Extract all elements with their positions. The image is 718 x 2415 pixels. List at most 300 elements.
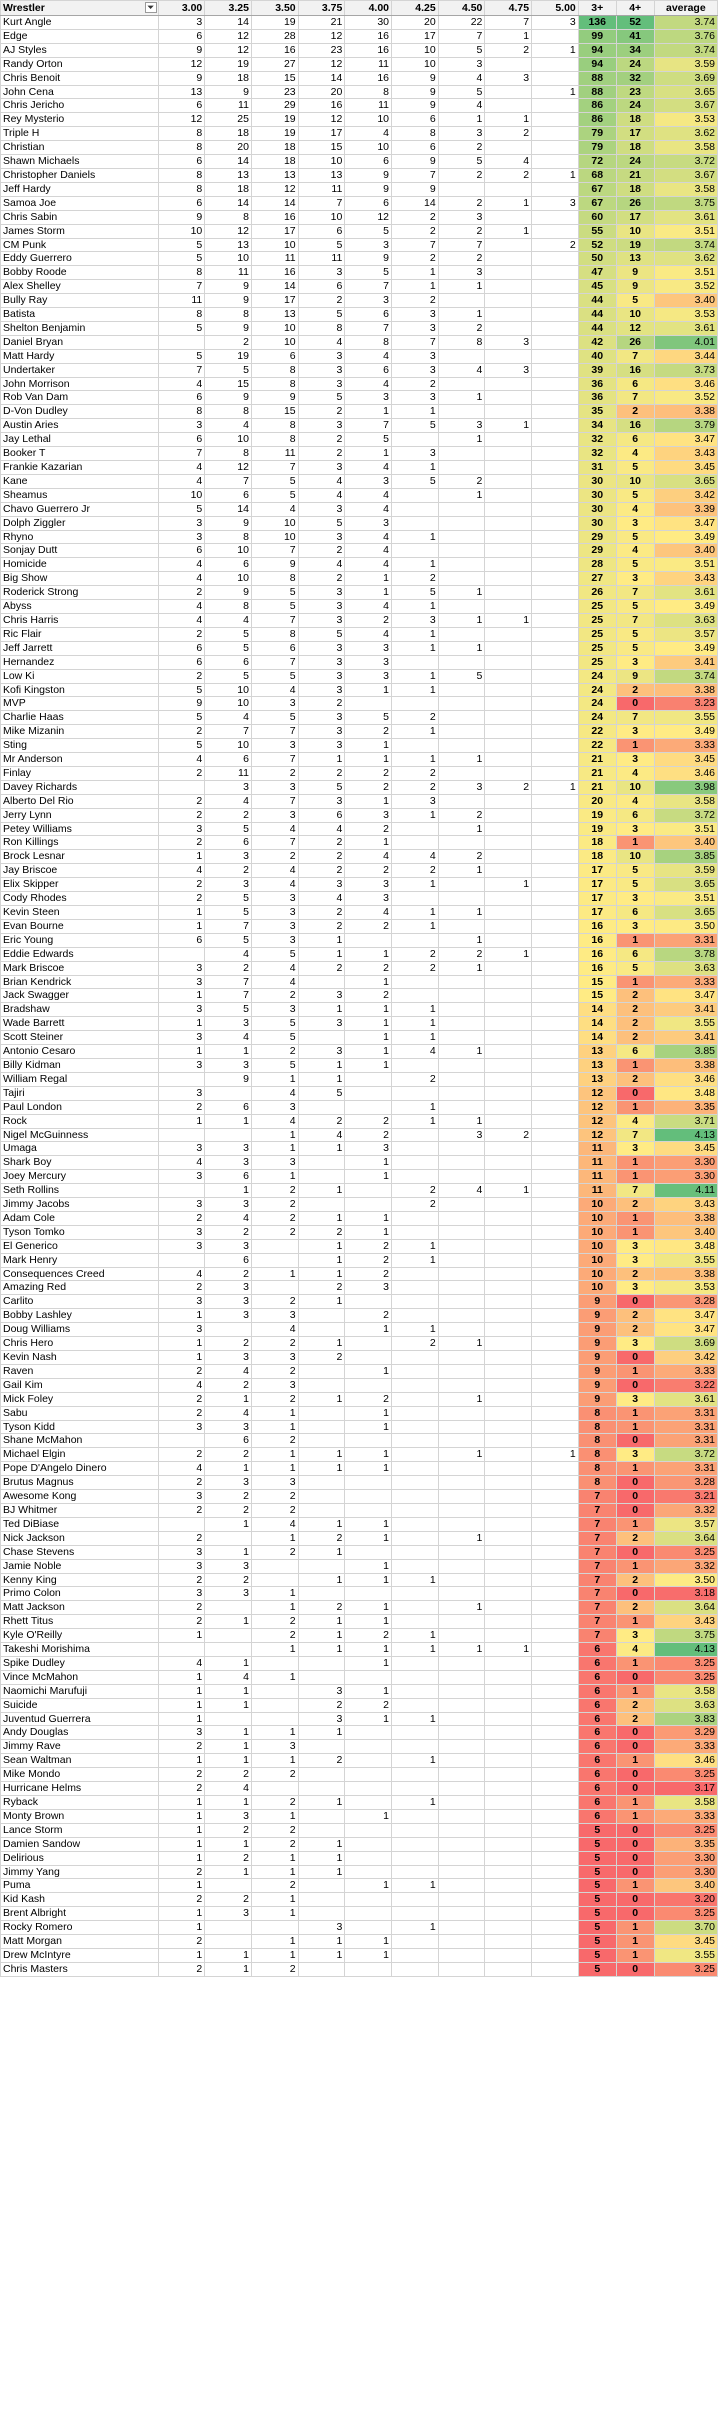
wrestler-cell[interactable]: Ted DiBiase	[1, 1517, 159, 1531]
count-4-75-cell[interactable]	[485, 739, 532, 753]
count-3-75-cell[interactable]: 8	[298, 321, 345, 335]
count-3-75-cell[interactable]	[298, 1170, 345, 1184]
count-4-00-cell[interactable]: 1	[345, 1211, 392, 1225]
count-4-75-cell[interactable]	[485, 1114, 532, 1128]
count-4-75-cell[interactable]	[485, 349, 532, 363]
average-cell[interactable]: 3.35	[654, 1837, 717, 1851]
count-4-00-cell[interactable]: 4	[345, 850, 392, 864]
count-4-75-cell[interactable]	[485, 1809, 532, 1823]
count-4-25-cell[interactable]: 3	[392, 794, 439, 808]
count-3-plus-cell[interactable]: 10	[578, 1267, 616, 1281]
count-4-50-cell[interactable]: 8	[438, 335, 485, 349]
count-4-50-cell[interactable]	[438, 1490, 485, 1504]
count-4-00-cell[interactable]: 1	[345, 1364, 392, 1378]
wrestler-cell[interactable]: Consequences Creed	[1, 1267, 159, 1281]
count-5-00-cell[interactable]	[532, 1017, 579, 1031]
count-3-plus-cell[interactable]: 55	[578, 224, 616, 238]
count-3-50-cell[interactable]: 4	[251, 502, 298, 516]
count-4-50-cell[interactable]	[438, 1754, 485, 1768]
count-4-50-cell[interactable]	[438, 1740, 485, 1754]
count-3-25-cell[interactable]	[205, 1601, 252, 1615]
count-5-00-cell[interactable]	[532, 1837, 579, 1851]
count-5-00-cell[interactable]	[532, 1323, 579, 1337]
count-4-00-cell[interactable]: 1	[345, 836, 392, 850]
count-3-00-cell[interactable]: 4	[158, 1656, 205, 1670]
count-4-plus-cell[interactable]: 0	[616, 1823, 654, 1837]
count-4-75-cell[interactable]	[485, 1754, 532, 1768]
count-5-00-cell[interactable]	[532, 1754, 579, 1768]
average-cell[interactable]: 3.38	[654, 1058, 717, 1072]
count-3-50-cell[interactable]: 19	[251, 16, 298, 30]
wrestler-cell[interactable]: Rhyno	[1, 530, 159, 544]
count-3-50-cell[interactable]	[251, 1281, 298, 1295]
count-3-00-cell[interactable]: 1	[158, 1879, 205, 1893]
count-5-00-cell[interactable]	[532, 794, 579, 808]
count-3-00-cell[interactable]: 1	[158, 1309, 205, 1323]
average-cell[interactable]: 3.25	[654, 1962, 717, 1976]
count-3-25-cell[interactable]: 2	[205, 1490, 252, 1504]
wrestler-cell[interactable]: Awesome Kong	[1, 1490, 159, 1504]
header-cell-3-00[interactable]: 3.00	[158, 1, 205, 16]
count-3-75-cell[interactable]: 1	[298, 1267, 345, 1281]
count-4-plus-cell[interactable]: 6	[616, 1045, 654, 1059]
count-4-plus-cell[interactable]: 18	[616, 113, 654, 127]
count-3-00-cell[interactable]: 3	[158, 1239, 205, 1253]
count-4-25-cell[interactable]	[392, 516, 439, 530]
count-5-00-cell[interactable]	[532, 1615, 579, 1629]
count-3-plus-cell[interactable]: 27	[578, 572, 616, 586]
count-3-25-cell[interactable]: 2	[205, 1768, 252, 1782]
count-3-plus-cell[interactable]: 24	[578, 711, 616, 725]
count-4-00-cell[interactable]	[345, 1962, 392, 1976]
count-4-25-cell[interactable]: 1	[392, 530, 439, 544]
count-4-75-cell[interactable]: 2	[485, 43, 532, 57]
count-3-25-cell[interactable]: 14	[205, 502, 252, 516]
count-3-75-cell[interactable]	[298, 1309, 345, 1323]
count-3-25-cell[interactable]: 2	[205, 864, 252, 878]
average-cell[interactable]: 3.72	[654, 808, 717, 822]
count-4-00-cell[interactable]: 3	[345, 391, 392, 405]
count-3-plus-cell[interactable]: 22	[578, 739, 616, 753]
count-3-00-cell[interactable]: 6	[158, 655, 205, 669]
average-cell[interactable]: 3.25	[654, 1670, 717, 1684]
count-3-25-cell[interactable]: 1	[205, 1754, 252, 1768]
count-4-00-cell[interactable]: 2	[345, 613, 392, 627]
count-3-00-cell[interactable]: 6	[158, 99, 205, 113]
count-3-25-cell[interactable]: 4	[205, 613, 252, 627]
average-cell[interactable]: 3.73	[654, 363, 717, 377]
wrestler-cell[interactable]: Sean Waltman	[1, 1754, 159, 1768]
count-3-plus-cell[interactable]: 25	[578, 600, 616, 614]
count-3-75-cell[interactable]: 3	[298, 530, 345, 544]
wrestler-cell[interactable]: Umaga	[1, 1142, 159, 1156]
count-4-25-cell[interactable]	[392, 1142, 439, 1156]
wrestler-cell[interactable]: Brian Kendrick	[1, 975, 159, 989]
count-3-75-cell[interactable]: 2	[298, 433, 345, 447]
count-3-00-cell[interactable]: 4	[158, 600, 205, 614]
sort-filter-icon[interactable]: ⏷	[145, 2, 157, 13]
count-3-00-cell[interactable]: 7	[158, 280, 205, 294]
count-4-plus-cell[interactable]: 3	[616, 725, 654, 739]
count-4-75-cell[interactable]	[485, 85, 532, 99]
count-5-00-cell[interactable]	[532, 892, 579, 906]
count-4-75-cell[interactable]	[485, 1476, 532, 1490]
count-3-50-cell[interactable]: 18	[251, 141, 298, 155]
wrestler-cell[interactable]: Bradshaw	[1, 1003, 159, 1017]
count-4-50-cell[interactable]	[438, 1434, 485, 1448]
count-4-plus-cell[interactable]: 1	[616, 1211, 654, 1225]
count-4-00-cell[interactable]: 2	[345, 766, 392, 780]
wrestler-cell[interactable]: Daniel Bryan	[1, 335, 159, 349]
count-4-00-cell[interactable]: 1	[345, 739, 392, 753]
count-5-00-cell[interactable]	[532, 725, 579, 739]
count-4-00-cell[interactable]: 3	[345, 1142, 392, 1156]
wrestler-cell[interactable]: Chris Sabin	[1, 210, 159, 224]
count-4-25-cell[interactable]	[392, 697, 439, 711]
count-3-50-cell[interactable]: 4	[251, 1517, 298, 1531]
count-4-25-cell[interactable]: 7	[392, 335, 439, 349]
count-4-50-cell[interactable]: 3	[438, 780, 485, 794]
count-5-00-cell[interactable]	[532, 1517, 579, 1531]
count-3-50-cell[interactable]: 1	[251, 1267, 298, 1281]
count-4-50-cell[interactable]: 1	[438, 308, 485, 322]
average-cell[interactable]: 3.72	[654, 1448, 717, 1462]
count-3-00-cell[interactable]: 2	[158, 1573, 205, 1587]
count-4-50-cell[interactable]	[438, 544, 485, 558]
count-4-25-cell[interactable]: 2	[392, 572, 439, 586]
count-3-50-cell[interactable]: 7	[251, 613, 298, 627]
count-4-25-cell[interactable]: 1	[392, 1253, 439, 1267]
average-cell[interactable]: 3.67	[654, 168, 717, 182]
count-3-25-cell[interactable]: 5	[205, 363, 252, 377]
count-5-00-cell[interactable]	[532, 1962, 579, 1976]
count-5-00-cell[interactable]	[532, 558, 579, 572]
average-cell[interactable]: 3.47	[654, 433, 717, 447]
count-3-plus-cell[interactable]: 10	[578, 1253, 616, 1267]
count-3-50-cell[interactable]: 4	[251, 961, 298, 975]
average-cell[interactable]: 4.11	[654, 1184, 717, 1198]
count-3-50-cell[interactable]: 1	[251, 1128, 298, 1142]
count-4-75-cell[interactable]	[485, 1003, 532, 1017]
count-4-25-cell[interactable]: 10	[392, 57, 439, 71]
average-cell[interactable]: 3.33	[654, 739, 717, 753]
count-3-25-cell[interactable]: 11	[205, 99, 252, 113]
average-cell[interactable]: 3.46	[654, 1072, 717, 1086]
count-5-00-cell[interactable]	[532, 1420, 579, 1434]
count-3-25-cell[interactable]: 3	[205, 1309, 252, 1323]
count-3-50-cell[interactable]: 1	[251, 1907, 298, 1921]
count-4-50-cell[interactable]	[438, 1837, 485, 1851]
count-5-00-cell[interactable]	[532, 1476, 579, 1490]
count-3-00-cell[interactable]: 2	[158, 1531, 205, 1545]
count-3-50-cell[interactable]: 1	[251, 1809, 298, 1823]
count-3-25-cell[interactable]: 3	[205, 1587, 252, 1601]
count-4-75-cell[interactable]: 7	[485, 16, 532, 30]
count-3-75-cell[interactable]: 2	[298, 1351, 345, 1365]
count-3-75-cell[interactable]: 1	[298, 1865, 345, 1879]
count-3-50-cell[interactable]: 3	[251, 808, 298, 822]
count-3-50-cell[interactable]: 2	[251, 1837, 298, 1851]
count-3-25-cell[interactable]: 12	[205, 224, 252, 238]
count-4-plus-cell[interactable]: 10	[616, 224, 654, 238]
count-4-25-cell[interactable]	[392, 1517, 439, 1531]
count-4-50-cell[interactable]	[438, 739, 485, 753]
count-3-75-cell[interactable]: 1	[298, 1211, 345, 1225]
count-5-00-cell[interactable]	[532, 989, 579, 1003]
count-3-75-cell[interactable]	[298, 1406, 345, 1420]
count-4-plus-cell[interactable]: 5	[616, 530, 654, 544]
average-cell[interactable]: 3.46	[654, 766, 717, 780]
average-cell[interactable]: 3.57	[654, 1517, 717, 1531]
count-3-plus-cell[interactable]: 17	[578, 864, 616, 878]
count-4-25-cell[interactable]	[392, 1656, 439, 1670]
count-4-25-cell[interactable]	[392, 1740, 439, 1754]
count-3-25-cell[interactable]	[205, 1712, 252, 1726]
average-cell[interactable]: 3.42	[654, 488, 717, 502]
count-4-75-cell[interactable]	[485, 850, 532, 864]
count-4-75-cell[interactable]	[485, 655, 532, 669]
count-5-00-cell[interactable]	[532, 1629, 579, 1643]
count-4-25-cell[interactable]	[392, 1434, 439, 1448]
count-4-50-cell[interactable]	[438, 1879, 485, 1893]
count-4-75-cell[interactable]	[485, 1142, 532, 1156]
count-4-plus-cell[interactable]: 2	[616, 1003, 654, 1017]
count-3-25-cell[interactable]: 10	[205, 544, 252, 558]
count-3-50-cell[interactable]: 3	[251, 1378, 298, 1392]
count-3-00-cell[interactable]: 2	[158, 1740, 205, 1754]
count-4-plus-cell[interactable]: 2	[616, 683, 654, 697]
count-4-50-cell[interactable]: 1	[438, 613, 485, 627]
count-3-75-cell[interactable]: 2	[298, 1698, 345, 1712]
count-4-00-cell[interactable]	[345, 697, 392, 711]
count-4-plus-cell[interactable]: 1	[616, 836, 654, 850]
count-4-25-cell[interactable]	[392, 975, 439, 989]
count-5-00-cell[interactable]	[532, 1281, 579, 1295]
count-3-25-cell[interactable]: 18	[205, 182, 252, 196]
header-cell-3-50[interactable]: 3.50	[251, 1, 298, 16]
count-3-00-cell[interactable]: 2	[158, 878, 205, 892]
average-cell[interactable]: 3.20	[654, 1893, 717, 1907]
count-3-00-cell[interactable]: 2	[158, 1364, 205, 1378]
count-4-25-cell[interactable]: 2	[392, 947, 439, 961]
count-3-25-cell[interactable]: 2	[205, 1267, 252, 1281]
count-4-75-cell[interactable]	[485, 1253, 532, 1267]
count-3-plus-cell[interactable]: 5	[578, 1851, 616, 1865]
count-4-25-cell[interactable]: 2	[392, 1337, 439, 1351]
count-3-25-cell[interactable]: 1	[205, 1392, 252, 1406]
count-3-25-cell[interactable]: 1	[205, 1615, 252, 1629]
count-3-75-cell[interactable]: 1	[298, 1392, 345, 1406]
count-4-50-cell[interactable]	[438, 989, 485, 1003]
count-4-25-cell[interactable]	[392, 1295, 439, 1309]
count-4-plus-cell[interactable]: 23	[616, 85, 654, 99]
count-4-plus-cell[interactable]: 7	[616, 613, 654, 627]
count-3-25-cell[interactable]: 9	[205, 586, 252, 600]
count-4-25-cell[interactable]	[392, 1615, 439, 1629]
count-4-25-cell[interactable]: 2	[392, 711, 439, 725]
average-cell[interactable]: 3.18	[654, 1587, 717, 1601]
count-3-75-cell[interactable]	[298, 1587, 345, 1601]
count-4-50-cell[interactable]	[438, 572, 485, 586]
wrestler-cell[interactable]: Batista	[1, 308, 159, 322]
count-3-75-cell[interactable]: 3	[298, 878, 345, 892]
count-4-25-cell[interactable]	[392, 1948, 439, 1962]
count-3-00-cell[interactable]: 4	[158, 1156, 205, 1170]
count-3-50-cell[interactable]: 8	[251, 363, 298, 377]
count-3-50-cell[interactable]: 2	[251, 989, 298, 1003]
count-4-75-cell[interactable]	[485, 1837, 532, 1851]
count-4-25-cell[interactable]: 10	[392, 43, 439, 57]
count-5-00-cell[interactable]	[532, 544, 579, 558]
count-5-00-cell[interactable]	[532, 252, 579, 266]
count-3-25-cell[interactable]: 5	[205, 641, 252, 655]
wrestler-cell[interactable]: Sabu	[1, 1406, 159, 1420]
count-3-00-cell[interactable]: 2	[158, 808, 205, 822]
count-4-25-cell[interactable]: 1	[392, 1100, 439, 1114]
count-5-00-cell[interactable]	[532, 155, 579, 169]
wrestler-cell[interactable]: Jerry Lynn	[1, 808, 159, 822]
count-4-25-cell[interactable]	[392, 1684, 439, 1698]
count-4-00-cell[interactable]: 1	[345, 447, 392, 461]
wrestler-cell[interactable]: Kane	[1, 474, 159, 488]
count-4-50-cell[interactable]	[438, 1100, 485, 1114]
count-3-00-cell[interactable]: 8	[158, 141, 205, 155]
count-4-00-cell[interactable]: 1	[345, 1935, 392, 1949]
count-4-00-cell[interactable]: 10	[345, 141, 392, 155]
count-3-25-cell[interactable]: 5	[205, 933, 252, 947]
count-3-00-cell[interactable]: 2	[158, 1406, 205, 1420]
count-4-25-cell[interactable]: 1	[392, 1017, 439, 1031]
count-3-plus-cell[interactable]: 9	[578, 1378, 616, 1392]
wrestler-cell[interactable]: Kenny King	[1, 1573, 159, 1587]
count-4-25-cell[interactable]	[392, 1823, 439, 1837]
count-4-50-cell[interactable]	[438, 1058, 485, 1072]
count-3-50-cell[interactable]	[251, 1684, 298, 1698]
count-3-25-cell[interactable]: 3	[205, 1017, 252, 1031]
count-4-75-cell[interactable]	[485, 1503, 532, 1517]
count-3-25-cell[interactable]: 18	[205, 127, 252, 141]
count-5-00-cell[interactable]	[532, 1503, 579, 1517]
count-3-plus-cell[interactable]: 24	[578, 683, 616, 697]
count-3-00-cell[interactable]: 3	[158, 1142, 205, 1156]
count-4-00-cell[interactable]	[345, 1072, 392, 1086]
count-3-25-cell[interactable]: 1	[205, 1865, 252, 1879]
count-3-00-cell[interactable]: 10	[158, 224, 205, 238]
count-3-25-cell[interactable]: 4	[205, 419, 252, 433]
wrestler-cell[interactable]: Ryback	[1, 1796, 159, 1810]
count-3-00-cell[interactable]: 1	[158, 989, 205, 1003]
count-4-50-cell[interactable]	[438, 1629, 485, 1643]
count-3-00-cell[interactable]: 3	[158, 1225, 205, 1239]
count-4-plus-cell[interactable]: 1	[616, 975, 654, 989]
count-4-plus-cell[interactable]: 1	[616, 1809, 654, 1823]
count-3-25-cell[interactable]: 6	[205, 836, 252, 850]
count-3-00-cell[interactable]: 2	[158, 836, 205, 850]
count-4-plus-cell[interactable]: 0	[616, 1782, 654, 1796]
count-5-00-cell[interactable]	[532, 1907, 579, 1921]
count-3-25-cell[interactable]: 1	[205, 1740, 252, 1754]
count-5-00-cell[interactable]: 1	[532, 1448, 579, 1462]
count-5-00-cell[interactable]	[532, 766, 579, 780]
average-cell[interactable]: 3.45	[654, 1935, 717, 1949]
count-3-plus-cell[interactable]: 29	[578, 544, 616, 558]
count-5-00-cell[interactable]	[532, 1156, 579, 1170]
count-3-25-cell[interactable]: 4	[205, 1364, 252, 1378]
count-4-50-cell[interactable]	[438, 1670, 485, 1684]
count-3-75-cell[interactable]: 4	[298, 558, 345, 572]
count-4-75-cell[interactable]	[485, 1364, 532, 1378]
count-3-plus-cell[interactable]: 11	[578, 1184, 616, 1198]
count-4-plus-cell[interactable]: 0	[616, 1490, 654, 1504]
count-3-25-cell[interactable]: 20	[205, 141, 252, 155]
count-3-25-cell[interactable]: 1	[205, 1462, 252, 1476]
count-4-00-cell[interactable]: 3	[345, 238, 392, 252]
count-3-50-cell[interactable]: 2	[251, 1225, 298, 1239]
count-5-00-cell[interactable]	[532, 99, 579, 113]
wrestler-cell[interactable]: Rocky Romero	[1, 1921, 159, 1935]
average-cell[interactable]: 3.25	[654, 1907, 717, 1921]
average-cell[interactable]: 3.45	[654, 1142, 717, 1156]
count-3-00-cell[interactable]: 6	[158, 641, 205, 655]
count-3-50-cell[interactable]: 28	[251, 29, 298, 43]
header-cell-4-50[interactable]: 4.50	[438, 1, 485, 16]
count-4-25-cell[interactable]	[392, 502, 439, 516]
count-3-plus-cell[interactable]: 86	[578, 113, 616, 127]
count-4-plus-cell[interactable]: 0	[616, 1295, 654, 1309]
count-3-plus-cell[interactable]: 7	[578, 1587, 616, 1601]
count-3-75-cell[interactable]: 1	[298, 1253, 345, 1267]
count-3-plus-cell[interactable]: 10	[578, 1281, 616, 1295]
count-4-plus-cell[interactable]: 7	[616, 586, 654, 600]
count-3-plus-cell[interactable]: 9	[578, 1364, 616, 1378]
count-3-25-cell[interactable]: 1	[205, 1962, 252, 1976]
count-4-plus-cell[interactable]: 6	[616, 377, 654, 391]
count-3-plus-cell[interactable]: 7	[578, 1503, 616, 1517]
count-4-75-cell[interactable]	[485, 1587, 532, 1601]
wrestler-cell[interactable]: Puma	[1, 1879, 159, 1893]
count-4-50-cell[interactable]	[438, 1462, 485, 1476]
count-4-25-cell[interactable]: 9	[392, 155, 439, 169]
count-3-75-cell[interactable]: 3	[298, 641, 345, 655]
count-3-00-cell[interactable]: 1	[158, 1670, 205, 1684]
count-4-plus-cell[interactable]: 16	[616, 363, 654, 377]
count-3-75-cell[interactable]: 4	[298, 892, 345, 906]
count-4-50-cell[interactable]: 2	[438, 850, 485, 864]
count-4-25-cell[interactable]	[392, 1782, 439, 1796]
count-4-75-cell[interactable]	[485, 558, 532, 572]
count-4-75-cell[interactable]	[485, 238, 532, 252]
count-3-50-cell[interactable]: 1	[251, 1587, 298, 1601]
wrestler-cell[interactable]: Kevin Nash	[1, 1351, 159, 1365]
count-4-00-cell[interactable]	[345, 1476, 392, 1490]
average-cell[interactable]: 3.47	[654, 1309, 717, 1323]
count-3-00-cell[interactable]: 2	[158, 1503, 205, 1517]
count-3-75-cell[interactable]: 12	[298, 57, 345, 71]
count-3-50-cell[interactable]: 16	[251, 210, 298, 224]
count-4-plus-cell[interactable]: 1	[616, 1364, 654, 1378]
count-4-75-cell[interactable]	[485, 530, 532, 544]
wrestler-cell[interactable]: Samoa Joe	[1, 196, 159, 210]
count-3-25-cell[interactable]: 12	[205, 461, 252, 475]
count-4-50-cell[interactable]	[438, 1086, 485, 1100]
count-3-00-cell[interactable]: 2	[158, 1768, 205, 1782]
count-4-75-cell[interactable]	[485, 377, 532, 391]
count-3-50-cell[interactable]: 8	[251, 433, 298, 447]
count-3-75-cell[interactable]: 20	[298, 85, 345, 99]
count-4-plus-cell[interactable]: 5	[616, 641, 654, 655]
count-3-75-cell[interactable]: 1	[298, 1142, 345, 1156]
wrestler-cell[interactable]: Doug Williams	[1, 1323, 159, 1337]
